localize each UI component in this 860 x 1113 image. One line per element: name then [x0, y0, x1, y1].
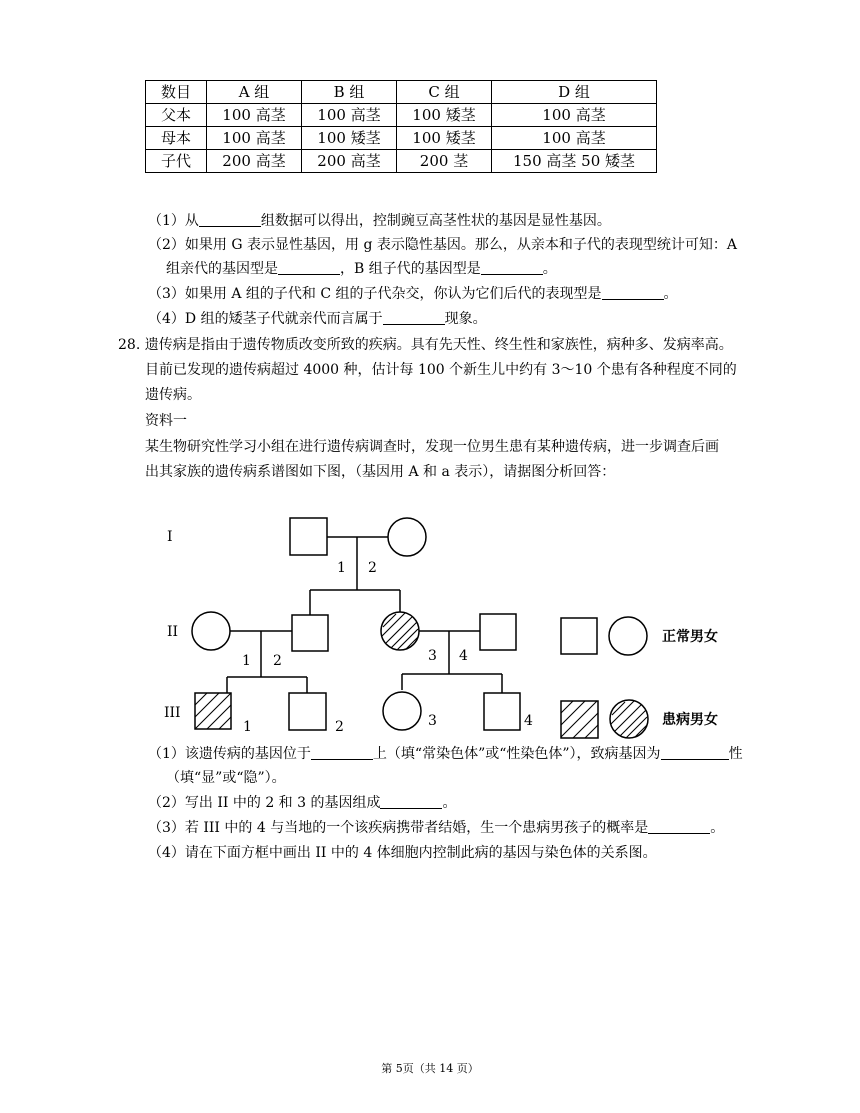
- q28-intro-line: 目前已发现的遗传病超过 4000 种，估计每 100 个新生儿中约有 3～10 个患有各种程度不同的: [145, 362, 737, 378]
- table-header-row: [146, 81, 657, 104]
- q28-paragraph-line: 某生物研究性学习小组在进行遗传病调查时，发现一位男生患有某种遗传病，进一步调查后画: [145, 439, 719, 455]
- individual-number: 1: [242, 653, 251, 669]
- q27-sub2-text: ，B 组子代的基因型是: [340, 261, 481, 277]
- q28-intro-line: 遗传病。: [145, 387, 201, 403]
- q27-sub4-text: 现象。: [444, 311, 487, 327]
- page-footer: 第 5页（共 14 页）: [381, 1062, 479, 1075]
- table-cell: 100 高茎: [492, 127, 657, 150]
- individual-number: 2: [368, 560, 377, 576]
- q27-sub2-text: （2）如果用 G 表示显性基因，用 g 表示隐性基因。那么，从亲本和子代的表现型统计可知：A: [148, 237, 737, 253]
- individual-number: 1: [243, 719, 252, 735]
- gen3-male-normal: [484, 693, 520, 730]
- gen1-male-normal: [290, 518, 327, 555]
- gen2-female-normal: [192, 612, 230, 650]
- individual-number: 4: [524, 713, 533, 729]
- answer-blank[interactable]: [648, 819, 710, 834]
- table-header-cell: D 组: [492, 81, 657, 104]
- q28-sub2-text: 。: [442, 795, 457, 811]
- answer-blank[interactable]: [481, 260, 543, 275]
- pea-height-table: [145, 80, 657, 173]
- q27-sub4: [148, 309, 487, 329]
- q28-sub2: [148, 793, 456, 813]
- table-row: [146, 127, 657, 150]
- table-cell: 200 高茎: [207, 150, 302, 173]
- gen2-male-normal: [292, 615, 328, 651]
- answer-blank[interactable]: [661, 745, 729, 760]
- table-header-cell: A 组: [207, 81, 302, 104]
- answer-blank[interactable]: [199, 212, 261, 227]
- legend-female-normal: [609, 617, 647, 655]
- table-cell: 100 高茎: [207, 104, 302, 127]
- answer-blank[interactable]: [602, 285, 664, 300]
- q27-sub4-text: （4）D 组的矮茎子代就亲代而言属于: [148, 311, 383, 327]
- q27-sub3-text: 。: [663, 286, 678, 302]
- individual-number: 3: [428, 713, 437, 729]
- table-cell: 100 高茎: [207, 127, 302, 150]
- individual-number: 3: [428, 648, 437, 664]
- q28-sub3-text: 。: [710, 820, 725, 836]
- q27-sub1-text: 组数据可以得出，控制豌豆高茎性状的基因是显性基因。: [260, 213, 611, 229]
- generation-label-3: III: [164, 705, 181, 721]
- table-header-cell: 数目: [146, 81, 207, 104]
- q28-paragraph-line: 出其家族的遗传病系谱图如下图，（基因用 A 和 a 表示），请据图分析回答：: [145, 464, 616, 480]
- q27-sub2: [148, 235, 737, 255]
- table-cell: 100 矮茎: [397, 104, 492, 127]
- q28-sub3-text: （3）若 III 中的 4 与当地的一个该疾病携带者结婚，生一个患病男孩子的概率是: [148, 820, 649, 836]
- table-header-cell: C 组: [397, 81, 492, 104]
- table-cell: 100 矮茎: [397, 127, 492, 150]
- table-cell: 100 高茎: [492, 104, 657, 127]
- table-cell: 父本: [146, 104, 207, 127]
- table-cell: 200 茎: [397, 150, 492, 173]
- q27-sub2-cont: [166, 259, 557, 279]
- table-row: [146, 150, 657, 173]
- individual-number: 2: [335, 719, 344, 735]
- table-cell: 150 高茎 50 矮茎: [492, 150, 657, 173]
- table-header-cell: B 组: [302, 81, 397, 104]
- q27-sub3: [148, 284, 678, 304]
- q28-sub1-text: （1）该遗传病的基因位于: [148, 746, 311, 762]
- q27-sub1: [148, 211, 611, 231]
- q28-sub1-text: 性: [728, 746, 743, 762]
- gen3-male-normal: [289, 693, 326, 730]
- individual-number: 1: [337, 560, 346, 576]
- q28-sub1: [148, 744, 743, 764]
- gen1-female-normal: [388, 518, 426, 556]
- table-cell: 100 高茎: [302, 104, 397, 127]
- table-row: [146, 104, 657, 127]
- material-heading: 资料一: [145, 413, 187, 429]
- individual-number: 4: [459, 648, 468, 664]
- q27-sub3-text: （3）如果用 A 组的子代和 C 组的子代杂交，你认为它们后代的表现型是: [148, 286, 602, 302]
- answer-blank[interactable]: [278, 260, 340, 275]
- q28-sub3: [148, 818, 724, 838]
- legend-male-normal: [561, 618, 597, 654]
- q28-sub1-text: 上（填“常染色体”或“性染色体”），致病基因为: [372, 746, 661, 762]
- q28-sub4: （4）请在下面方框中画出 II 中的 4 体细胞内控制此病的基因与染色体的关系图。: [148, 845, 657, 861]
- q27-sub2-text: 组亲代的基因型是: [166, 261, 278, 277]
- answer-blank[interactable]: [311, 745, 373, 760]
- pedigree-chart: [150, 505, 718, 745]
- table-cell: 100 矮茎: [302, 127, 397, 150]
- legend-affected-label: 患病男女: [662, 712, 718, 728]
- q28-intro-line: 28. 遗传病是指由于遗传物质改变所致的疾病。具有先天性、终生性和家族性，病种多、发病率高。: [118, 337, 733, 353]
- individual-number: 2: [273, 653, 282, 669]
- generation-label-1: I: [167, 529, 173, 545]
- q27-sub2-text: 。: [542, 261, 557, 277]
- gen2-male-normal: [480, 614, 516, 650]
- q28-sub2-text: （2）写出 II 中的 2 和 3 的基因组成: [148, 795, 381, 811]
- gen3-female-normal: [383, 692, 421, 730]
- table-cell: 子代: [146, 150, 207, 173]
- q27-sub1-text: （1）从: [148, 213, 199, 229]
- q28-sub1-cont: （填“显”或“隐”）。: [166, 770, 286, 786]
- generation-label-2: II: [167, 624, 179, 640]
- answer-blank[interactable]: [380, 794, 442, 809]
- table-cell: 200 高茎: [302, 150, 397, 173]
- table-cell: 母本: [146, 127, 207, 150]
- legend-normal-label: 正常男女: [662, 629, 718, 645]
- answer-blank[interactable]: [383, 310, 445, 325]
